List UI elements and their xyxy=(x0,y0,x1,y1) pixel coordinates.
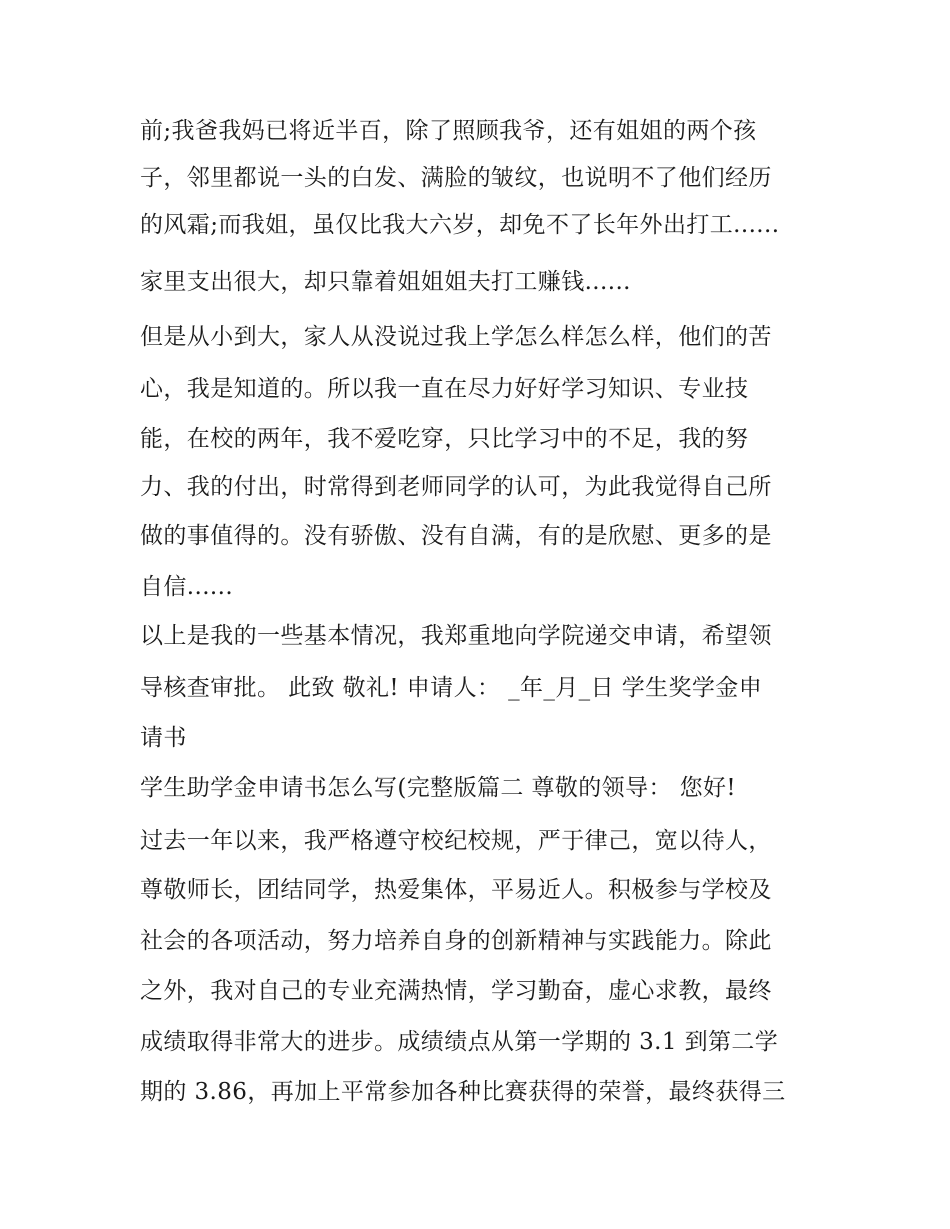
text-line-17: 社会的各项活动，努力培养自身的创新精神与实践能力。除此 xyxy=(140,928,772,954)
text-line-6: 心，我是知道的。所以我一直在尽力好好学习知识、专业技 xyxy=(140,376,749,402)
text-line-13: 请书 xyxy=(140,725,187,751)
text-line-2: 子，邻里都说一头的白发、满脸的皱纹，也说明不了他们经历 xyxy=(140,165,772,191)
text-line-18: 之外，我对自己的专业充满热情，学习勤奋，虚心求教，最终 xyxy=(140,978,772,1004)
text-line-5: 但是从小到大，家人从没说过我上学怎么样怎么样，他们的苦 xyxy=(140,324,772,350)
text-line-11: 以上是我的一些基本情况，我郑重地向学院递交申请，希望领 xyxy=(140,623,772,649)
text-line-20: 期的 3.86，再加上平常参加各种比赛获得的荣誉，最终获得三 xyxy=(140,1079,786,1105)
text-line-15: 过去一年以来，我严格遵守校纪校规，严于律己，宽以待人， xyxy=(140,828,772,854)
text-line-14: 学生助学金申请书怎么写(完整版篇二 尊敬的领导： 您好! xyxy=(140,775,737,801)
text-line-10: 自信...... xyxy=(140,574,234,600)
text-line-19: 成绩取得非常大的进步。成绩绩点从第一学期的 3.1 到第二学 xyxy=(140,1029,779,1055)
text-line-1: 前;我爸我妈已将近半百，除了照顾我爷，还有姐姐的两个孩 xyxy=(140,118,757,144)
text-line-4: 家里支出很大，却只靠着姐姐姐夫打工赚钱...... xyxy=(140,269,631,295)
text-line-7: 能，在校的两年，我不爱吃穿，只比学习中的不足，我的努 xyxy=(140,426,749,452)
text-line-16: 尊敬师长，团结同学，热爱集体，平易近人。积极参与学校及 xyxy=(140,877,772,903)
text-line-9: 做的事值得的。没有骄傲、没有自满，有的是欣慰、更多的是 xyxy=(140,523,772,549)
text-line-12: 导核查审批。 此致 敬礼! 申请人： _年_月_日 学生奖学金申 xyxy=(140,675,763,701)
text-line-8: 力、我的付出，时常得到老师同学的认可，为此我觉得自己所 xyxy=(140,474,772,500)
text-line-3: 的风霜;而我姐，虽仅比我大六岁，却免不了长年外出打工...... xyxy=(140,212,780,238)
